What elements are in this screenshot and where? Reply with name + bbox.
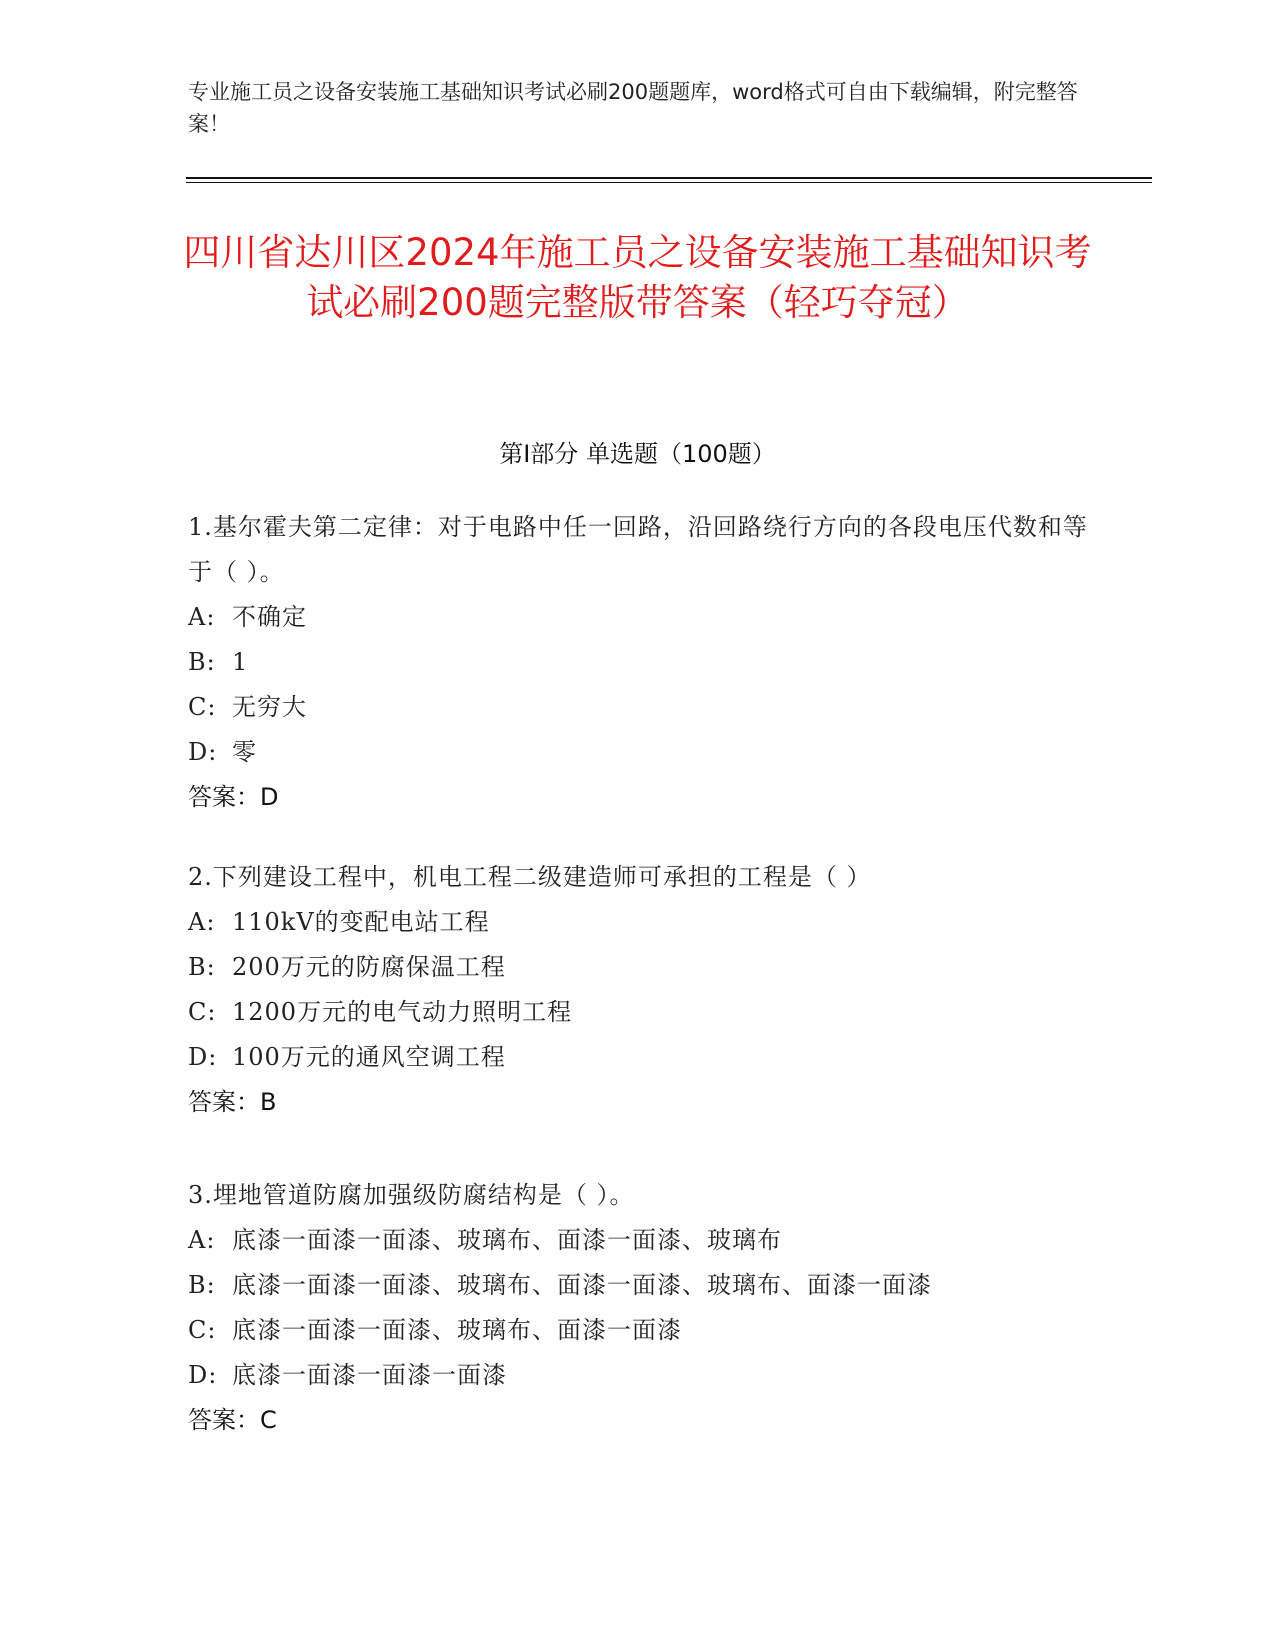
section-title: 第Ⅰ部分 单选题（100题） [499,440,776,468]
option-text: 100万元的通风空调工程 [232,1043,506,1071]
option-text: 200万元的防腐保温工程 [232,953,506,981]
option-c [188,1308,1088,1353]
answer: 答案：C [188,1406,277,1434]
option-a [188,1218,1088,1263]
option-c [188,685,1088,730]
option-label: D: [188,738,218,766]
option-label: C: [188,693,217,721]
option-text: 无穷大 [232,693,307,721]
option-label: A: [188,603,216,631]
option-text: 底漆一面漆一面漆一面漆 [232,1361,507,1389]
option-text: 零 [232,738,257,766]
option-text: 1200万元的电气动力照明工程 [232,998,573,1026]
header-note: 专业施工员之设备安装施工基础知识考试必刷200题题库，word格式可自由下载编辑，附完整答案！ [188,80,1078,136]
document-title: 四川省达川区2024年施工员之设备安装施工基础知识考试必刷200题完整版带答案（轻巧夺冠） [183,231,1092,324]
option-d [188,1353,1088,1398]
option-label: B: [188,648,216,676]
question-3 [188,1173,1088,1443]
question-2 [188,855,1088,1125]
option-text: 1 [232,648,249,676]
option-text: 110kV的变配电站工程 [232,908,490,936]
option-label: A: [188,1226,216,1254]
question-1 [188,505,1088,820]
question-text: 2.下列建设工程中，机电工程二级建造师可承担的工程是（ ） [188,863,872,891]
question-text: 3.埋地管道防腐加强级防腐结构是（ ）。 [188,1181,635,1209]
header-rule-thin [186,182,1152,183]
option-text: 底漆一面漆一面漆、玻璃布、面漆一面漆 [232,1316,682,1344]
option-label: B: [188,1271,216,1299]
option-d [188,730,1088,775]
option-text: 不确定 [232,603,307,631]
option-label: C: [188,1316,217,1344]
option-label: A: [188,908,216,936]
option-c [188,990,1088,1035]
option-d [188,1035,1088,1080]
option-label: C: [188,998,217,1026]
option-a [188,900,1088,945]
option-b [188,640,1088,685]
answer: 答案：B [188,1088,277,1116]
option-label: D: [188,1043,218,1071]
option-label: D: [188,1361,218,1389]
option-b [188,945,1088,990]
option-label: B: [188,953,216,981]
header-rule-thick [186,177,1152,179]
answer: 答案：D [188,783,279,811]
option-a [188,595,1088,640]
option-text: 底漆一面漆一面漆、玻璃布、面漆一面漆、玻璃布 [232,1226,782,1254]
option-b [188,1263,1088,1308]
question-text: 1.基尔霍夫第二定律：对于电路中任一回路，沿回路绕行方向的各段电压代数和等于（ ）。 [188,513,1088,586]
option-text: 底漆一面漆一面漆、玻璃布、面漆一面漆、玻璃布、面漆一面漆 [232,1271,932,1299]
